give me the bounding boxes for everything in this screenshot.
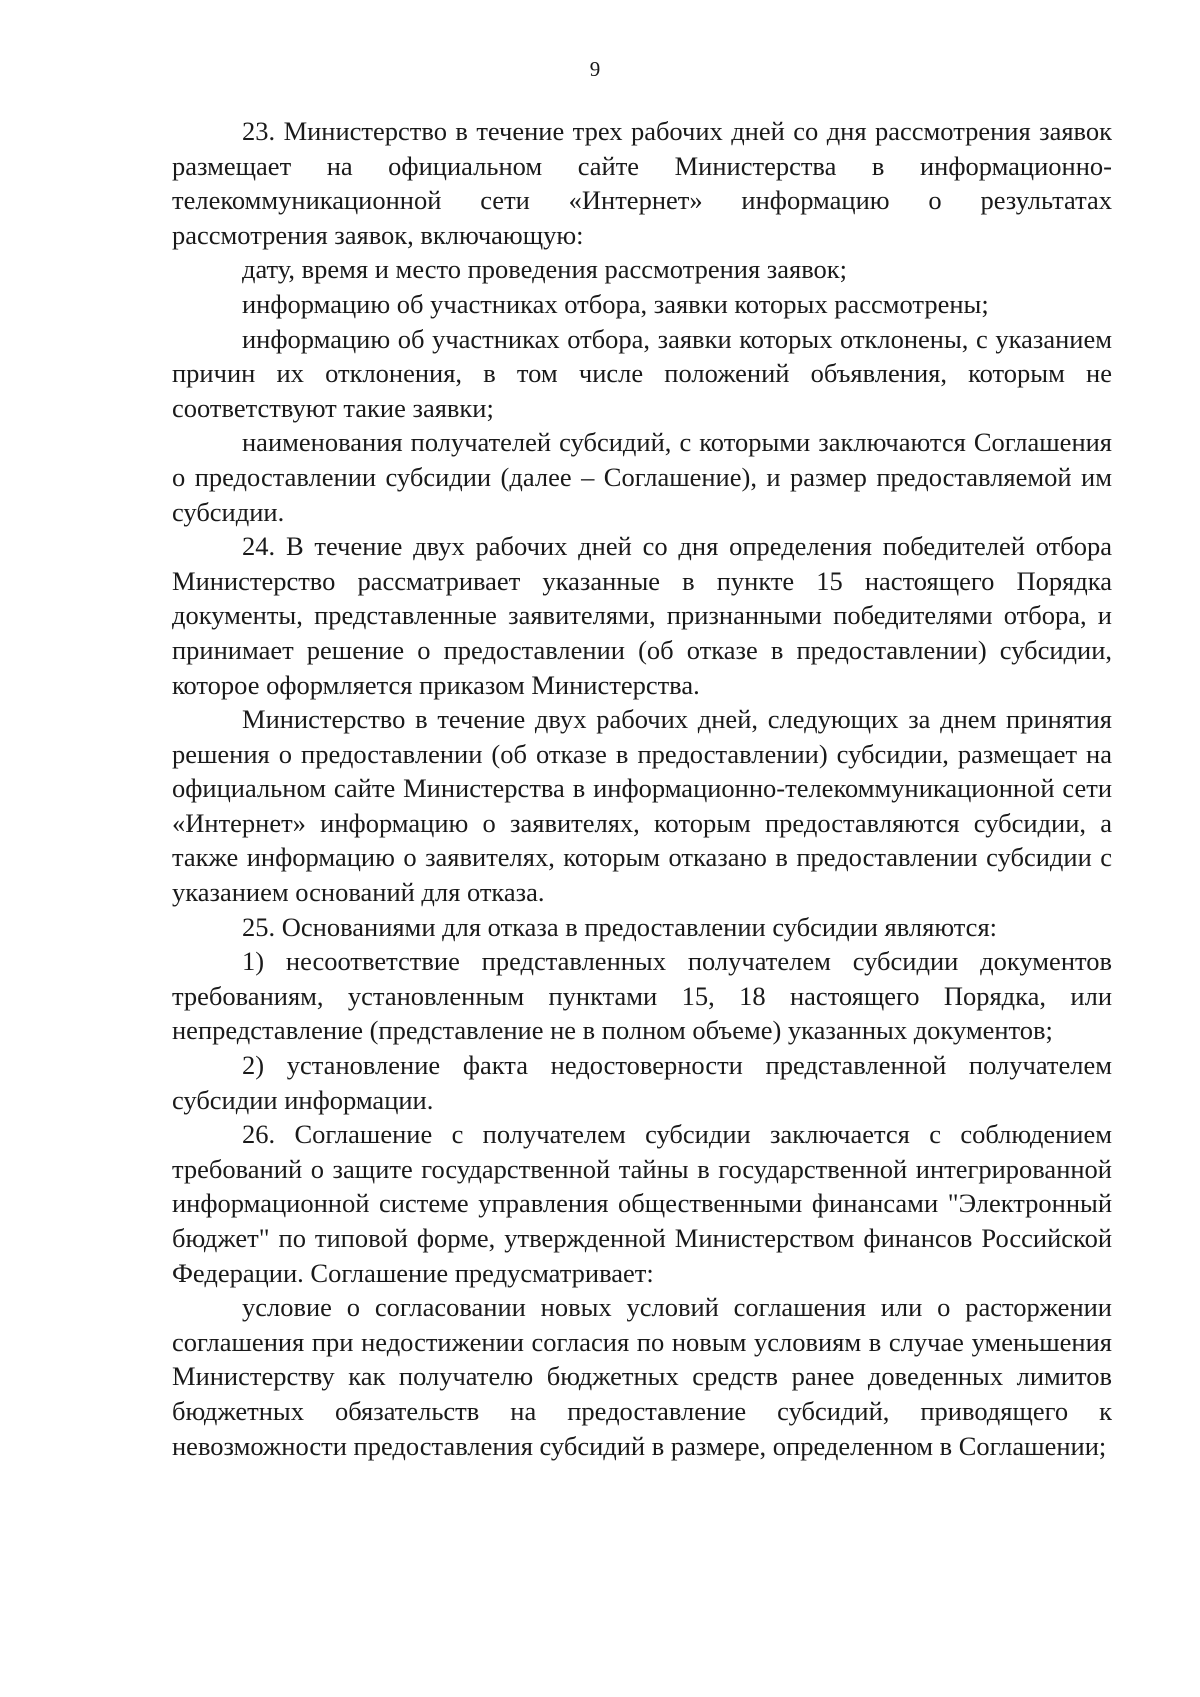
list-item-recipients-names: наименования получателей субсидий, с которыми заключаются Соглашения о предоставлении субсидии (далее – Соглашение), и размер предоставляемой им субсидии. — [172, 427, 1112, 527]
paragraph-23-intro: 23. Министерство в течение трех рабочих дней со дня рассмотрения заявок размещает на официальном сайте Министерства в информационно-телекоммуникационной сети «Интернет» информацию о результатах рассмотрения заявок, включающую: — [172, 116, 1112, 250]
paragraph-25-item-2: 2) установление факта недостоверности представленной получателем субсидии информации. — [172, 1050, 1112, 1115]
list-item-reviewed-participants: информацию об участниках отбора, заявки которых рассмотрены; — [242, 288, 989, 319]
paragraph-24-publication: Министерство в течение двух рабочих дней, следующих за днем принятия решения о предоставлении (об отказе в предоставлении) субсидии, размещает на официальном сайте Министерства в информационно-телекоммуникационной сети «Интернет» информацию о заявителях, которым предоставляются субсидии, а также информацию о заявителях, которым отказано в предоставлении субсидии с указанием оснований для отказа. — [172, 704, 1112, 908]
paragraph-26-condition: условие о согласовании новых условий соглашения или о расторжении соглашения при недостижении согласия по новым условиям в случае уменьшения Министерству как получателю бюджетных средств ранее доведенных лимитов бюджетных обязательств на предоставление субсидий, приводящего к невозможности предоставления субсидий в размере, определенном в Соглашении; — [172, 1292, 1112, 1461]
paragraph-25: 25. Основаниями для отказа в предоставлении субсидии являются: — [242, 911, 997, 942]
list-item-rejected-participants: информацию об участниках отбора, заявки которых отклонены, с указанием причин их отклонения, в том числе положений объявления, которым не соответствуют такие заявки; — [172, 323, 1112, 423]
list-item-date-time-place: дату, время и место проведения рассмотрения заявок; — [242, 254, 848, 285]
paragraph-26: 26. Соглашение с получателем субсидии заключается с соблюдением требований о защите государственной тайны в государственной интегрированной информационной системе управления общественными финансами "Электронный бюджет" по типовой форме, утвержденной Министерством финансов Российской Федерации. Соглашение предусматривает: — [172, 1119, 1112, 1288]
document-body — [172, 114, 1112, 1463]
paragraph-25-item-1: 1) несоответствие представленных получателем субсидии документов требованиям, установленным пунктами 15, 18 настоящего Порядка, или непредставление (представление не в полном объеме) указанных документов; — [172, 946, 1112, 1046]
page-number: 9 — [589, 57, 601, 81]
paragraph-24: 24. В течение двух рабочих дней со дня определения победителей отбора Министерство рассматривает указанные в пункте 15 настоящего Порядка документы, представленные заявителями, признанными победителями отбора, и принимает решение о предоставлении (об отказе в предоставлении) субсидии, которое оформляется приказом Министерства. — [172, 531, 1112, 700]
